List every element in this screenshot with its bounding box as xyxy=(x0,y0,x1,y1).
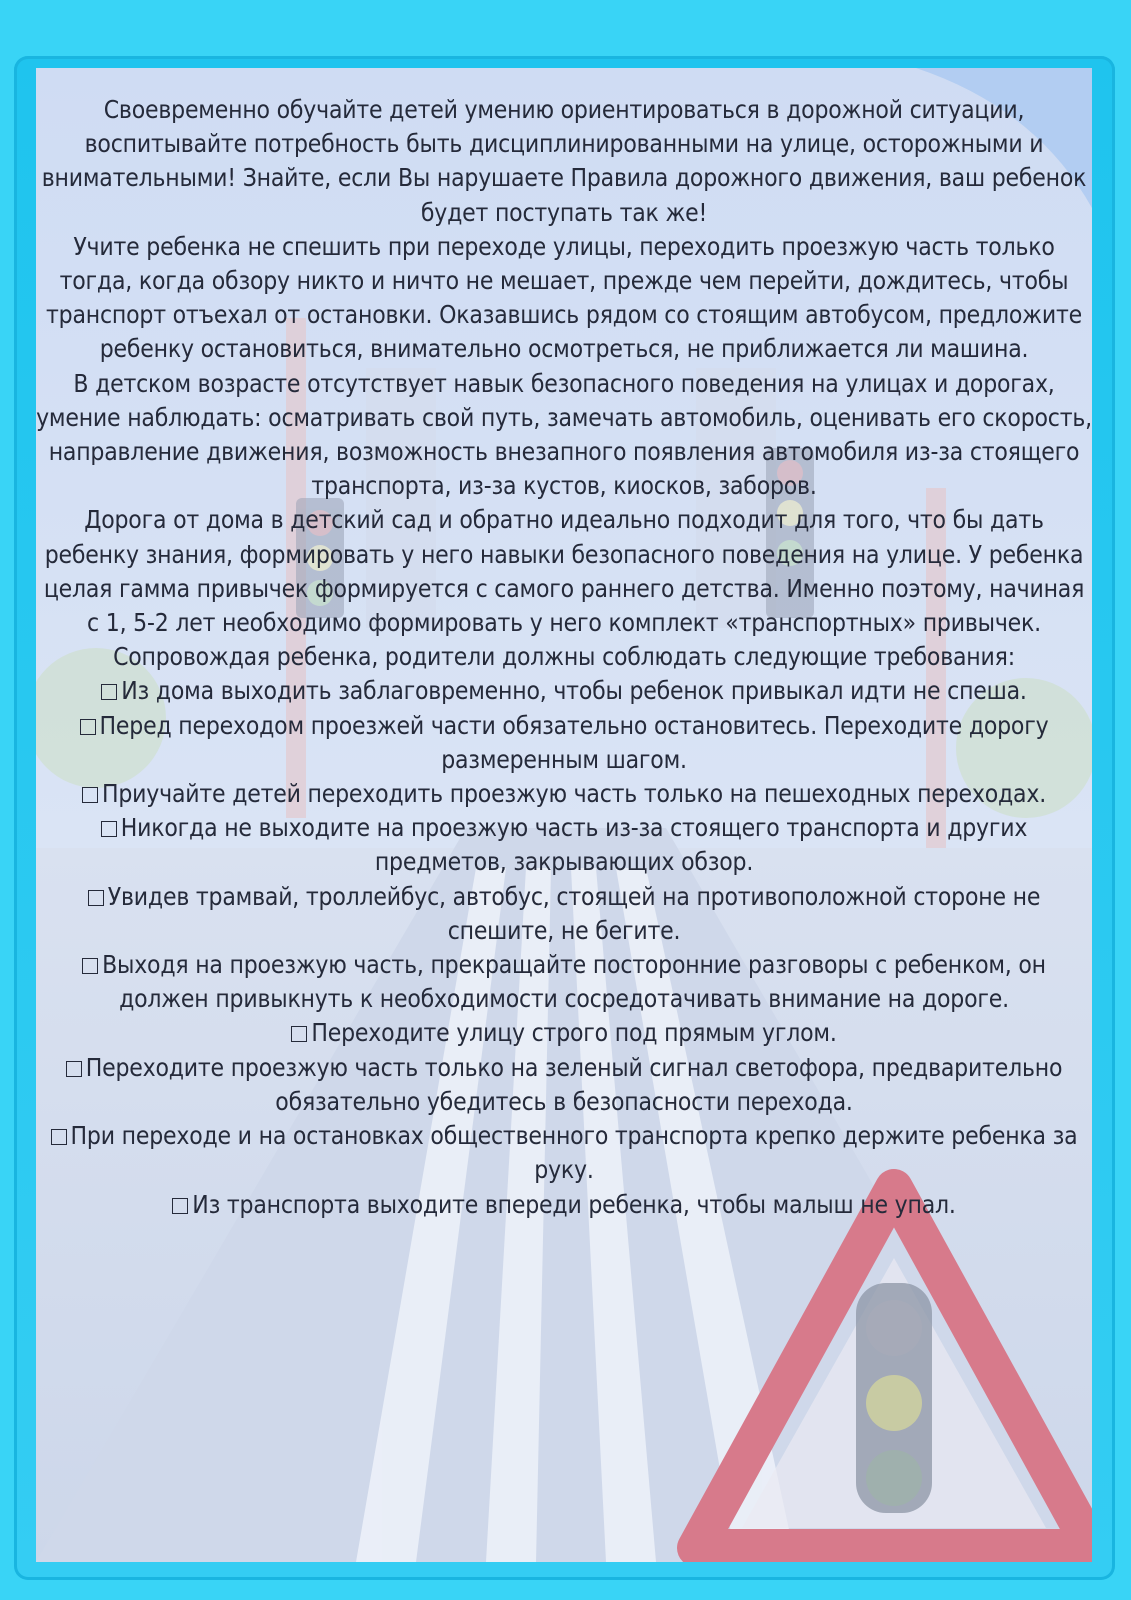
paragraph-intro: Своевременно обучайте детей умению ориентироваться в дорожной ситуации, воспитывайте потребность быть дисциплинированными на улице, осторожными и внимательными! Знайте, если Вы нарушаете Правила дорожного движения, ваш ребенок будет поступать так же! xyxy=(41,95,1087,227)
page-frame xyxy=(14,56,1115,1580)
checkbox-icon xyxy=(82,958,98,974)
rule-item: Увидев трамвай, троллейбус, автобус, стоящей на противоположной стороне не спешите, не бегите. xyxy=(36,880,1092,948)
rule-item: Никогда не выходите на проезжую часть из-за стоящего транспорта и других предметов, закрывающих обзор. xyxy=(36,811,1092,879)
paragraph-crossing: Учите ребенка не спешить при переходе улицы, переходить проезжую часть только тогда, когда обзору никто и ничто не мешает, прежде чем перейти, дождитесь, чтобы транспорт отъехал от остановки. Оказавшись рядом со стоящим автобусом, предложите ребенку остановиться, внимательно осмотреться, не приближается ли машина. xyxy=(46,231,1082,364)
checkbox-icon xyxy=(82,787,98,803)
poster-text xyxy=(36,93,1092,1222)
checkbox-icon xyxy=(88,890,104,906)
checkbox-icon xyxy=(101,684,117,700)
rule-item: Приучайте детей переходить проезжую часть только на пешеходных переходах. xyxy=(36,777,1092,811)
paragraph-age: В детском возрасте отсутствует навык безопасного поведения на улицах и дорогах, умение наблюдать: осматривать свой путь, замечать автомобиль, оценивать его скорость, направление движения, возможность внезапного появления автомобиля из-за стоящего транспорта, из-за кустов, киосков, заборов. xyxy=(36,368,1092,501)
rule-item: Переходите улицу строго под прямым углом. xyxy=(36,1016,1092,1050)
checkbox-icon xyxy=(101,821,117,837)
checkbox-icon xyxy=(172,1198,188,1214)
paragraph-requirements: Сопровождая ребенка, родители должны соблюдать следующие требования: xyxy=(113,642,1015,672)
poster-panel xyxy=(36,68,1092,1562)
rule-item: При переходе и на остановках общественного транспорта крепко держите ребенка за руку. xyxy=(36,1119,1092,1187)
checkbox-icon xyxy=(66,1061,82,1077)
rule-item: Из дома выходить заблаговременно, чтобы ребенок привыкал идти не спеша. xyxy=(36,674,1092,708)
rule-item: Из транспорта выходите впереди ребенка, чтобы малыш не упал. xyxy=(36,1188,1092,1222)
checkbox-icon xyxy=(80,719,96,735)
checkbox-icon xyxy=(291,1026,307,1042)
rule-item: Переходите проезжую часть только на зеленый сигнал светофора, предварительно обязательно убедитесь в безопасности перехода. xyxy=(36,1051,1092,1119)
paragraph-habits: Дорога от дома в детский сад и обратно идеально подходит для того, что бы дать ребенку знания, формировать у него навыки безопасного поведения на улице. У ребенка целая гамма привычек формируется с самого раннего детства. Именно поэтому, начиная с 1, 5-2 лет необходимо формировать у него комплект «транспортных» привычек. xyxy=(43,505,1085,638)
rule-item: Выходя на проезжую часть, прекращайте посторонние разговоры с ребенком, он должен привыкнуть к необходимости сосредотачивать внимание на дороге. xyxy=(36,948,1092,1016)
checkbox-icon xyxy=(51,1129,67,1145)
rule-item: Перед переходом проезжей части обязательно остановитесь. Переходите дорогу размеренным шагом. xyxy=(36,709,1092,777)
